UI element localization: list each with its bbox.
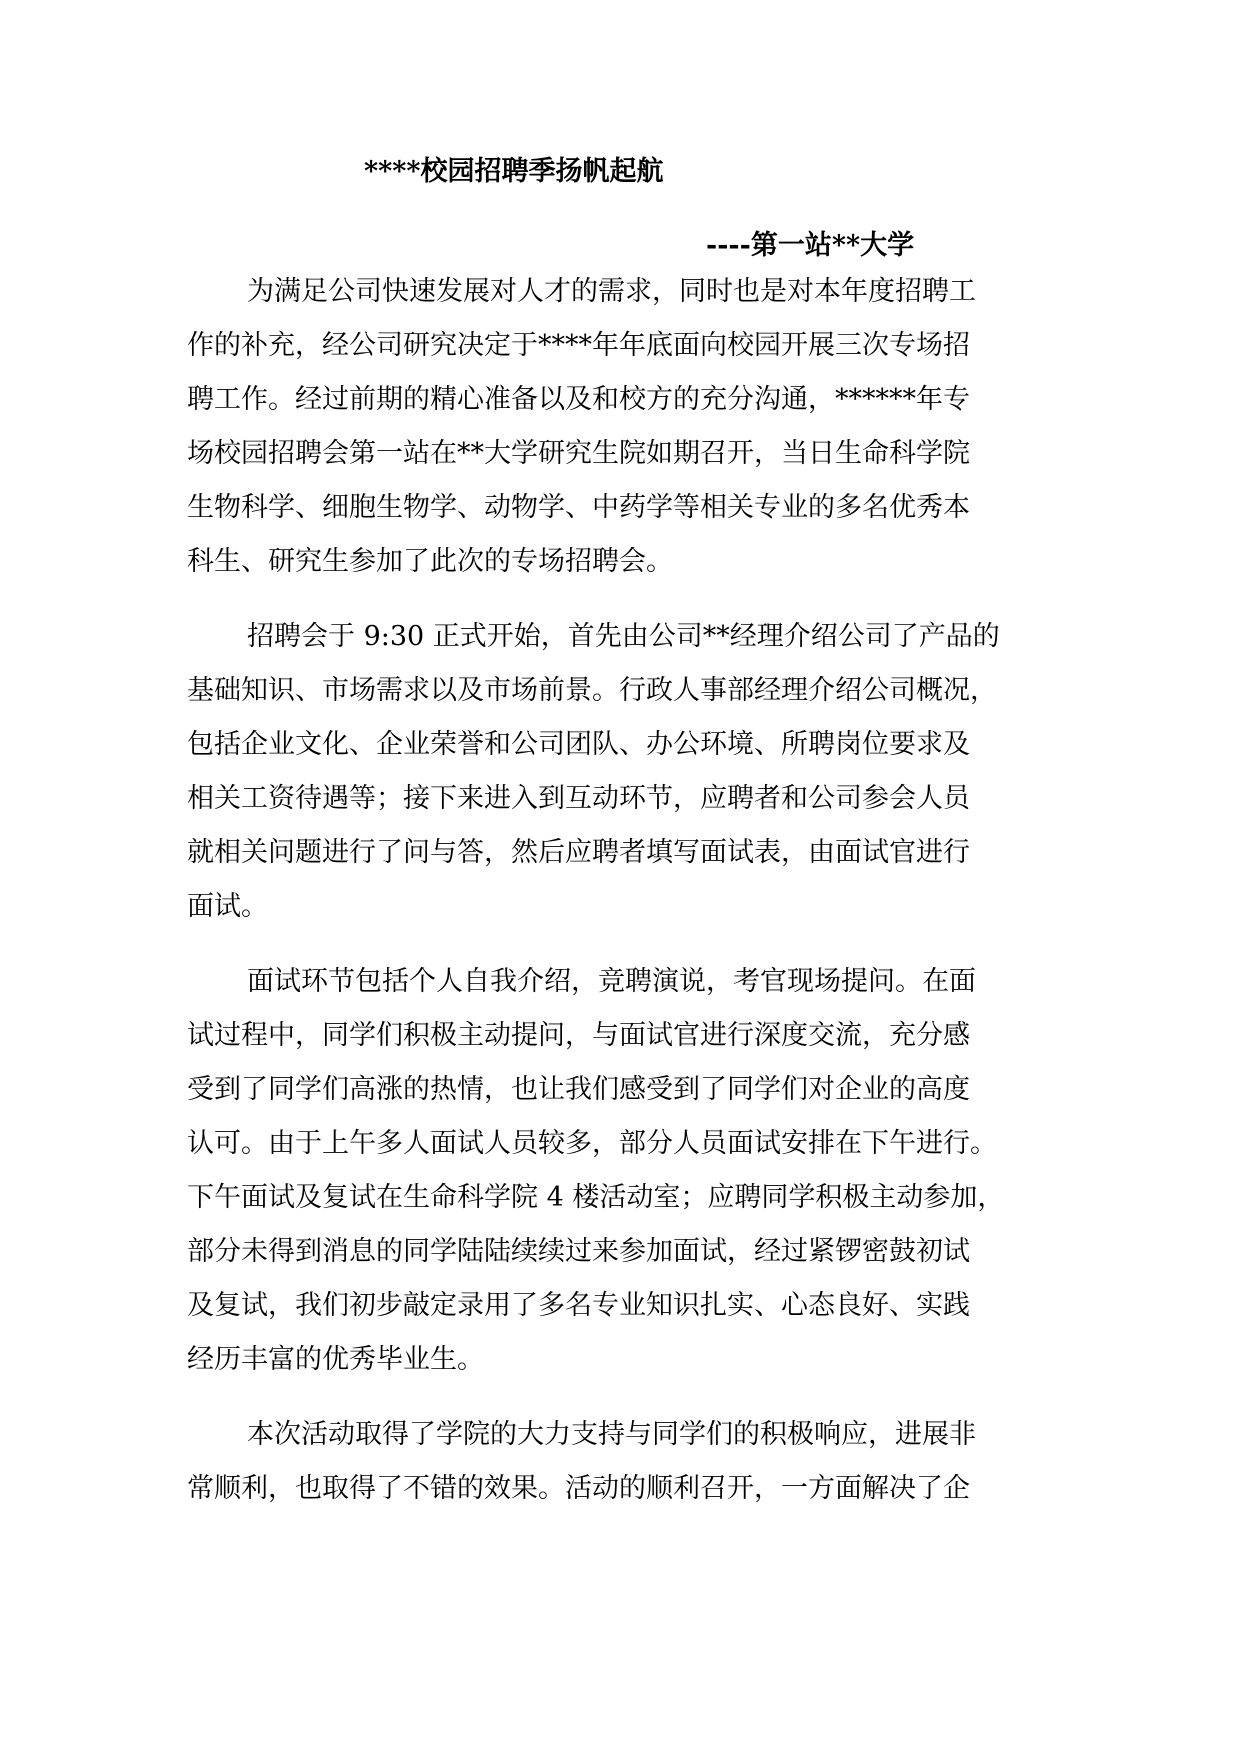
paragraph-line: 聘工作。经过前期的精心准备以及和校方的充分沟通，******年专 — [187, 384, 970, 415]
paragraph-line: 经历丰富的优秀毕业生。 — [187, 1344, 484, 1375]
paragraph-line: 作的补充，经公司研究决定于****年年底面向校园开展三次专场招 — [187, 330, 970, 361]
paragraph-line: 常顺利，也取得了不错的效果。活动的顺利召开，一方面解决了企 — [187, 1473, 970, 1504]
paragraph-line: 下午面试及复试在生命科学院 4 楼活动室；应聘同学积极主动参加， — [187, 1182, 1005, 1213]
document-title: ****校园招聘季扬帆起航 — [364, 156, 664, 187]
paragraph-line: 相关工资待遇等；接下来进入到互动环节，应聘者和公司参会人员 — [187, 783, 970, 814]
paragraph-line: 为满足公司快速发展对人才的需求，同时也是对本年度招聘工 — [247, 276, 976, 307]
paragraph-line: 生物科学、细胞生物学、动物学、中药学等相关专业的多名优秀本 — [187, 492, 970, 523]
paragraph-line: 部分未得到消息的同学陆陆续续过来参加面试，经过紧锣密鼓初试 — [187, 1236, 970, 1267]
paragraph-line: 场校园招聘会第一站在**大学研究生院如期召开，当日生命科学院 — [187, 438, 970, 469]
paragraph-line: 基础知识、市场需求以及市场前景。行政人事部经理介绍公司概况， — [187, 675, 997, 706]
paragraph-line: 包括企业文化、企业荣誉和公司团队、办公环境、所聘岗位要求及 — [187, 729, 970, 760]
paragraph-line: 认可。由于上午多人面试人员较多，部分人员面试安排在下午进行。 — [187, 1128, 997, 1159]
paragraph-line: 受到了同学们高涨的热情，也让我们感受到了同学们对企业的高度 — [187, 1074, 970, 1105]
paragraph-line: 面试。 — [187, 891, 268, 922]
paragraph-line: 招聘会于 9:30 正式开始，首先由公司**经理介绍公司了产品的 — [247, 621, 1000, 652]
paragraph-line: 及复试，我们初步敲定录用了多名专业知识扎实、心态良好、实践 — [187, 1290, 970, 1321]
paragraph-line: 面试环节包括个人自我介绍，竞聘演说，考官现场提问。在面 — [247, 966, 976, 997]
paragraph-line: 本次活动取得了学院的大力支持与同学们的积极响应，进展非 — [247, 1419, 976, 1450]
document-subtitle: ----第一站**大学 — [706, 230, 915, 261]
paragraph-line: 就相关问题进行了问与答，然后应聘者填写面试表，由面试官进行 — [187, 837, 970, 868]
paragraph-line: 科生、研究生参加了此次的专场招聘会。 — [187, 546, 673, 577]
paragraph-line: 试过程中，同学们积极主动提问，与面试官进行深度交流，充分感 — [187, 1020, 970, 1051]
